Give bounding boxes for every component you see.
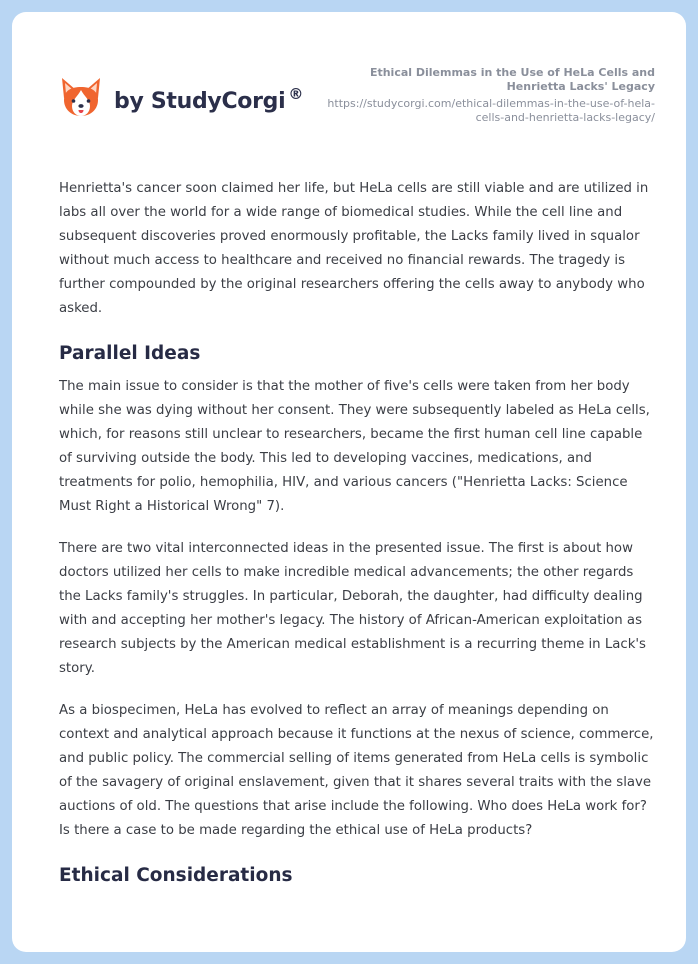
paragraph: Henrietta's cancer soon claimed her life, but HeLa cells are still viable and are utilized in labs all over the world for a wide range of biomedical studies. While the cell line and subsequent discoveries proved enormously profitable, the Lacks family lived in squalor without much access to healthcare and received no financial rewards. The tragedy is further compounded by the original researchers offering the cells away to anybody who asked.: [59, 181, 649, 316]
page-header: [12, 12, 686, 162]
studycorgi-logo[interactable]: [60, 76, 303, 122]
paragraph: As a biospecimen, HeLa has evolved to reflect an array of meanings depending on context and analytical approach because it functions at the nexus of science, commerce, and public policy. The commercial selling of items generated from HeLa cells is symbolic of the savagery of original enslavement, given that it shares several traits with the slave auctions of old. The questions that arise include the following. Who does HeLa work for? Is there a case to be made regarding the ethical use of HeLa products?: [59, 703, 654, 838]
document-meta: [315, 66, 655, 125]
logo-wordmark: by StudyCorgi ®: [114, 84, 304, 114]
corgi-icon: [60, 76, 102, 122]
paragraph: There are two vital interconnected ideas in the presented issue. The first is about how doctors utilized her cells to make incredible medical advancements; the other regards the Lacks family's struggles. In particular, Deborah, the daughter, had difficulty dealing with and accepting her mother's legacy. The history of African-American exploitation as research subjects by the American medical establishment is a recurring theme in Lack's story.: [59, 541, 646, 676]
document-body: [59, 177, 659, 897]
section-heading-parallel-ideas: Parallel Ideas: [59, 343, 201, 364]
paragraph: The main issue to consider is that the mother of five's cells were taken from her body while she was dying without her consent. They were subsequently labeled as HeLa cells, which, for reasons still unclear to researchers, became the first human cell line capable of surviving outside the body. This led to developing vaccines, medications, and treatments for polio, hemophilia, HIV, and various cancers ("Henrietta Lacks: Science Must Right a Historical Wrong" 7).: [59, 379, 650, 514]
section-heading-ethical-considerations: Ethical Considerations: [59, 865, 293, 886]
document-title: Ethical Dilemmas in the Use of HeLa Cells and Henrietta Lacks' Legacy: [369, 66, 655, 93]
document-url[interactable]: https://studycorgi.com/ethical-dilemmas-in-the-use-of-hela-cells-and-henrietta-lacks-legacy/: [327, 97, 655, 124]
document-page: [12, 12, 686, 952]
